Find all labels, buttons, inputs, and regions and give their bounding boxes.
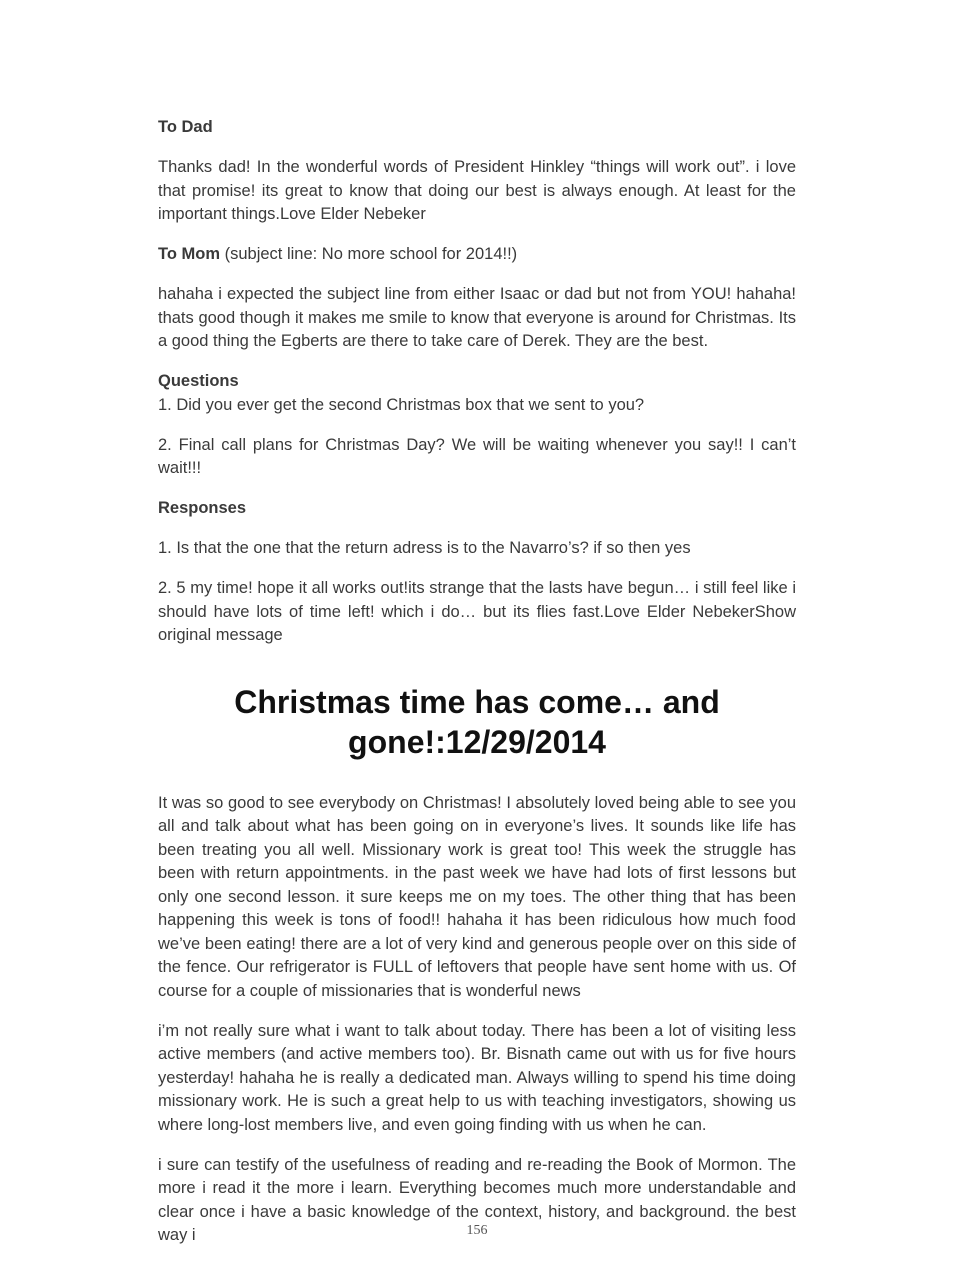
question-item: 2. Final call plans for Christmas Day? We will be waiting whenever you say!! I can’t wait!!! [158, 435, 796, 477]
to-dad-heading: To Dad [158, 118, 213, 136]
to-dad-body: Thanks dad! In the wonderful words of President Hinkley “things will work out”. i love that promise! its great to know that doing our best is always enough. At least for the important things.Love Elder Nebeker [158, 158, 796, 223]
response-item: 1. Is that the one that the return adress is to the Navarro’s? if so then yes [158, 539, 691, 557]
section-title-line-2: gone!:12/29/2014 [348, 723, 606, 760]
to-mom-subject: (subject line: No more school for 2014!!) [220, 245, 518, 263]
page-number: 156 [466, 1223, 488, 1238]
question-item: 1. Did you ever get the second Christmas box that we sent to you? [158, 395, 645, 414]
body-paragraph: It was so good to see everybody on Christmas! I absolutely loved being able to see you all and talk about what has been going on in everyone’s lives. It sounds like life has been treating you all well. Missionary work is great too! This week the struggle has been with return appointments. in the past week we have had lots of first lessons but only one second lesson. it sure keeps me on my toes. The other thing that has been happening this week is tons of food!! hahaha it has been ridiculous how much food we’ve been eating! there are a lot of very kind and generous people over on this side of the fence. Our refrigerator is FULL of leftovers that people have sent home with us. Of course for a couple of missionaries that is wonderful news [158, 793, 796, 1000]
responses-heading: Responses [158, 499, 247, 517]
to-mom-body: hahaha i expected the subject line from either Isaac or dad but not from YOU! hahaha! thats good though it makes me smile to know that everyone is around for Christmas. Its a good thing the Egberts are there to take care of Derek. They are the best. [158, 285, 796, 350]
questions-heading: Questions [158, 372, 239, 390]
to-mom-heading: To Mom [158, 245, 221, 263]
section-title [158, 682, 796, 762]
section-title-line-1: Christmas time has come… and [234, 683, 720, 720]
page-content [158, 116, 796, 1264]
response-item: 2. 5 my time! hope it all works out!its strange that the lasts have begun… i still feel like i should have lots of time left! which i do… but its flies fast.Love Elder NebekerShow original message [158, 579, 796, 644]
body-paragraph: i’m not really sure what i want to talk about today. There has been a lot of visiting less active members (and active members too). Br. Bisnath came out with us for five hours yesterday! hahaha he is really a dedicated man. Always willing to spend his time doing missionary work. He is such a great help to us with teaching investigators, showing us where long-lost members live, and even going finding with us when he can. [158, 1021, 796, 1134]
body-paragraph: i sure can testify of the usefulness of reading and re-reading the Book of Mormon. The more i read it the more i learn. Everything becomes much more understandable and clear once i have a basic knowledge of the context, history, and background. the best way i [158, 1155, 796, 1244]
to-mom-line [158, 243, 796, 267]
